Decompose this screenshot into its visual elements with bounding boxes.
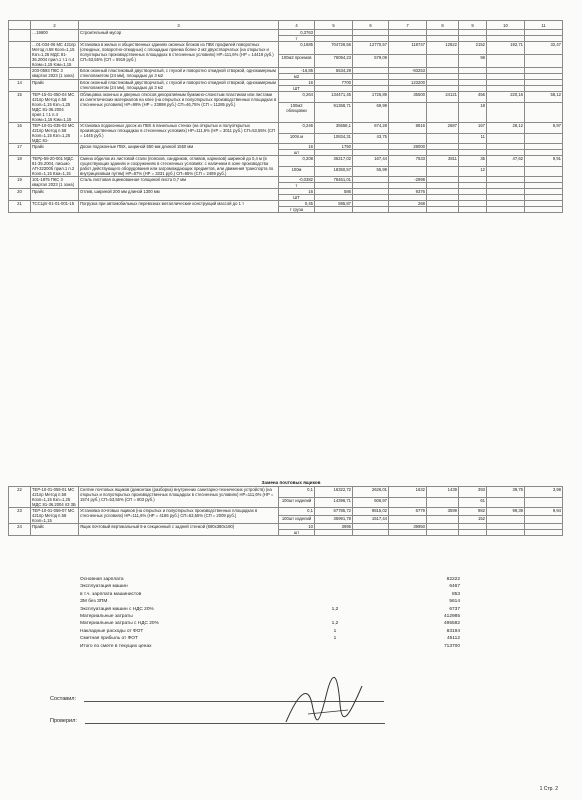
row-subvalue: [525, 207, 563, 213]
row-code: Прайс: [31, 80, 79, 92]
row-value: 167,44: [353, 156, 389, 167]
row-value: 0,246: [279, 123, 315, 134]
row-number: 18: [9, 156, 31, 177]
total-value: 5614: [449, 599, 460, 605]
row-number: 22: [9, 487, 31, 508]
row-value: 39950: [389, 524, 427, 530]
row-value: 35558,1: [315, 123, 353, 134]
total-value: 495582: [443, 621, 460, 627]
total-row: [80, 628, 460, 635]
row-value: 1439: [427, 487, 459, 498]
row-value: 5534,29: [315, 68, 353, 74]
row-value: 586: [315, 189, 353, 195]
row-value: 2626,01: [353, 487, 389, 498]
row-subvalue: 55,99: [353, 166, 389, 177]
row-subvalue: 18: [459, 102, 487, 122]
row-value: 16: [279, 189, 315, 195]
total-row: [80, 576, 460, 583]
row-value: 78461,01: [315, 177, 353, 183]
row-subvalue: [389, 166, 427, 177]
header-cell: 6: [353, 21, 389, 30]
header-cell: 5: [315, 21, 353, 30]
row-subvalue: [487, 530, 525, 536]
row-code: ТЕР-15-01-050-04 МС 421пр Метод п.58 Коэп=1,15 Кзп=1,25 МДС 81-36.2004 прил.1 т.1 п.4 Коэм=1,15 Кзм=1,15: [31, 92, 79, 123]
row-number: [9, 42, 31, 68]
row-value: 16: [279, 144, 315, 150]
total-row: [80, 643, 460, 650]
row-description: Строительный мусор: [79, 30, 279, 42]
row-description: Блок оконный пластиковый двустворчатый, с глухой и поворотно откидной створкой, однокамерным стеклопакетом (24 мм), площадью до 3 м2: [79, 68, 279, 80]
row-code: Прайс: [31, 189, 79, 201]
row-value: -16,85: [279, 68, 315, 74]
row-value: 0,1685: [279, 42, 315, 55]
total-value: 853: [451, 591, 460, 597]
row-subvalue: 579,09: [353, 55, 389, 68]
row-code: 203-0593 ПКС 3 квартал 2023 (1 зона): [31, 68, 79, 80]
total-row: [80, 591, 460, 598]
row-value: 9815,02: [353, 508, 389, 516]
row-subvalue: [427, 497, 459, 508]
total-coefficient: 1,2: [331, 621, 339, 627]
total-coefficient: [290, 576, 380, 583]
total-label: Сметная прибыль от ФОТ: [80, 636, 138, 642]
row-code: ТЕРр-58-20-001 МДС 81-35.2004, письмо АП-32300б прил.1 п.2 Коэп=1,15 Кзм=1,15: [31, 156, 79, 177]
table-row: [9, 487, 563, 498]
checked-label: Проверил:: [50, 718, 77, 724]
row-subvalue: [389, 55, 427, 68]
row-value: 36217,02: [315, 156, 353, 167]
row-subvalue: [389, 516, 427, 524]
row-value: 2152: [459, 42, 487, 55]
total-coefficient: [290, 643, 380, 650]
row-value: 3,98: [525, 487, 563, 498]
total-label: ЗМ без ЗПМ: [80, 599, 108, 605]
total-label: Эксплуатация машин: [80, 584, 128, 590]
row-value: 99,39: [487, 508, 525, 516]
header-cell: [9, 21, 31, 30]
total-label: Материальные затраты: [80, 614, 133, 620]
total-value: 412985: [443, 614, 460, 620]
total-row: [80, 598, 460, 605]
row-value: 268: [389, 201, 427, 207]
total-coefficient: [290, 591, 380, 598]
total-value: 83194: [446, 628, 460, 634]
row-subvalue: [459, 530, 487, 536]
row-subvalue: 12: [459, 166, 487, 177]
row-subvalue: [487, 497, 525, 508]
row-number: 20: [9, 189, 31, 201]
row-value: -93253: [389, 68, 427, 74]
row-value: 456: [459, 92, 487, 103]
row-description: Сталь листовая оцинкованная толщиной листа 0,7 мм: [79, 177, 279, 189]
row-subvalue: [525, 166, 563, 177]
row-value: 35: [459, 156, 487, 167]
row-number: 23: [9, 508, 31, 524]
row-subvalue: 18350,57: [315, 166, 353, 177]
row-code: Прайс: [31, 524, 79, 536]
row-subvalue: [427, 516, 459, 524]
row-number: 15: [9, 92, 31, 123]
row-subvalue: [427, 133, 459, 144]
row-subvalue: [459, 207, 487, 213]
row-subvalue: [487, 55, 525, 68]
row-number: 19: [9, 177, 31, 189]
row-subvalue: [389, 133, 427, 144]
header-row: [9, 21, 563, 30]
total-coefficient: 1: [333, 636, 337, 642]
row-subvalue: 11: [459, 133, 487, 144]
row-subvalue: [389, 207, 427, 213]
row-value: 47,62: [487, 156, 525, 167]
row-value: 0,1: [279, 487, 315, 498]
row-subvalue: 10834,31: [315, 133, 353, 144]
row-value: -2998: [389, 177, 427, 183]
row-value: 32,47: [525, 42, 563, 55]
row-code: ТССЦпг-01-01-001-15: [31, 201, 79, 213]
header-cell: 2: [31, 21, 79, 30]
total-row: [80, 613, 460, 620]
total-coefficient: [290, 583, 380, 590]
row-subvalue: 76094,23: [315, 55, 353, 68]
row-subvalue: [427, 55, 459, 68]
row-value: 220,16: [487, 92, 525, 103]
header-cell: 9: [459, 21, 487, 30]
row-subvalue: [315, 207, 353, 213]
row-subvalue: [315, 530, 353, 536]
checked-signature: [50, 718, 385, 724]
total-label: Материальные затраты с НДС 20%: [80, 621, 159, 627]
header-cell: 7: [389, 21, 427, 30]
header-cell: 4: [279, 21, 315, 30]
row-subvalue: [487, 516, 525, 524]
row-description: Облицовка оконных и дверных откосов декоративным бумажно-слоистым пластиком или листами из синтетических материалов на клее (на открытых и полуоткрытых производственных площадках в стесненных условиях) НР=99% (НР = 23898 руб.) СП=46,75% (СП = 11285 руб.): [79, 92, 279, 123]
row-value: 1750: [315, 144, 353, 150]
table-row: [9, 42, 563, 55]
row-value: 8816: [389, 123, 427, 134]
row-subvalue: 61: [459, 497, 487, 508]
row-subvalue: 100шт изделий: [279, 516, 315, 524]
row-subvalue: т: [279, 183, 315, 189]
row-value: 28000: [389, 144, 427, 150]
total-row: [80, 583, 460, 590]
total-label: Основная зарплата: [80, 577, 124, 582]
row-description: Блок оконный пластиковый двустворчатый, с глухой и поворотно откидной створкой, однокамерным стеклопакетом (24 мм), площадью до 3 м2: [79, 80, 279, 92]
row-description: Установка почтовых ящиков (на открытых и полуоткрытых производственных площадках в стесненных условиях) НР=111,6% (НР = 4186 руб.) СП=53,55% (СП = 2009 руб.): [79, 508, 279, 524]
row-subvalue: [487, 102, 525, 122]
total-row: [80, 620, 460, 627]
total-coefficient: [290, 598, 380, 605]
row-subvalue: [525, 497, 563, 508]
row-value: 0,45: [279, 201, 315, 207]
row-subvalue: [525, 55, 563, 68]
row-subvalue: 98: [459, 55, 487, 68]
row-number: 17: [9, 144, 31, 156]
row-value: 123200: [389, 80, 427, 86]
compiled-label: Составил:: [50, 696, 77, 702]
row-value: 7533: [389, 156, 427, 167]
row-number: [9, 30, 31, 42]
row-value: 6779: [389, 508, 427, 516]
row-subvalue: 35991,78: [315, 516, 353, 524]
row-value: -0,0382: [279, 177, 315, 183]
row-value: 16: [279, 80, 315, 86]
table-row: [9, 123, 563, 134]
row-subvalue: [525, 516, 563, 524]
total-coefficient: [290, 613, 380, 620]
row-subvalue: 100м2 облицовки: [279, 102, 315, 122]
row-value: 118747: [389, 42, 427, 55]
row-value: 2687: [427, 123, 459, 134]
row-value: 9376: [389, 189, 427, 195]
row-number: [9, 68, 31, 80]
total-value: 6467: [449, 584, 460, 590]
row-code: Прайс: [31, 144, 79, 156]
row-value: 0,3763: [279, 30, 315, 36]
total-coefficient: 1,2: [331, 606, 339, 612]
total-label: в т.ч. зарплата машинистов: [80, 591, 142, 597]
estimate-table: [8, 20, 563, 213]
row-subvalue: [353, 207, 389, 213]
row-value: 39,75: [487, 487, 525, 498]
row-subvalue: 152: [459, 516, 487, 524]
row-subvalue: 1517,44: [353, 516, 389, 524]
total-coefficient: 1: [333, 628, 337, 634]
row-description: Снятие почтовых ящиков (демонтаж (разборка) внутренних санитарно-технических устройств) (на открытых и полуоткрытых производственных площадках в стесненных условиях) НР=111,6% (НР = 1574 руб.) СП=53,55% (СП = 803 руб.): [79, 487, 279, 508]
row-value: 10: [279, 524, 315, 530]
row-number: 24: [9, 524, 31, 536]
row-value: 3599: [427, 508, 459, 516]
header-cell: 10: [487, 21, 525, 30]
row-value: 7700: [315, 80, 353, 86]
row-subvalue: [353, 530, 389, 536]
row-number: 14: [9, 80, 31, 92]
row-description: Установка подоконных досок из ПВХ в панельных стенах (на открытых и полуоткрытых производственных площадках в стесненных условиях) НР=111,6% (НР = 3011 руб.) СП=53,55% (СП = 1445 руб.): [79, 123, 279, 144]
row-subvalue: [427, 166, 459, 177]
row-code: 101-1875 ПКС 3 квартал 2023 (1 зона): [31, 177, 79, 189]
row-value: 0,264: [279, 92, 315, 103]
row-subvalue: 100м2 проемов: [279, 55, 315, 68]
row-value: 16322,72: [315, 487, 353, 498]
handwritten-signature: [278, 674, 368, 734]
table-row: [9, 92, 563, 103]
total-value: 713700: [443, 643, 460, 649]
row-value: 12822: [427, 42, 459, 55]
row-subvalue: шт: [279, 530, 315, 536]
row-subvalue: [389, 497, 427, 508]
section-title: Замена почтовых ящиков: [261, 480, 321, 485]
row-value: 0,1: [279, 508, 315, 516]
total-value: 6737: [449, 606, 460, 612]
row-value: 1726,89: [353, 92, 389, 103]
row-subvalue: 100шт изделий: [279, 497, 315, 508]
row-value: 9,94: [525, 508, 563, 516]
row-description: Отлив, шириной 200 мм длиной 1300 мм: [79, 189, 279, 201]
total-value: 45112: [447, 636, 460, 642]
row-subvalue: т груза: [279, 207, 315, 213]
row-value: 67785,72: [315, 508, 353, 516]
row-value: 28,12: [487, 123, 525, 134]
row-description: Смена обделок из листовой стали (поясков, сандриков, отливов, карнизов) шириной до 0,4 м (в существующих зданиях и сооружениях в стесненных условиях: с наличием в зоне производства работ действующего оборудования или загромождающих предметов, или движения транспорта по внутрицеховым путям) НР=87% (НР = 3331 руб.) СП=65% (СП = 2489 руб.): [79, 156, 279, 177]
row-value: 393: [459, 487, 487, 498]
row-number: 21: [9, 201, 31, 213]
total-label: Накладные расходы от ФОТ: [80, 628, 144, 634]
row-subvalue: [487, 133, 525, 144]
row-value: 704728,56: [315, 42, 353, 55]
row-subvalue: [427, 207, 459, 213]
row-subvalue: 100п.м: [279, 133, 315, 144]
row-value: 58,12: [525, 92, 563, 103]
row-subvalue: [427, 530, 459, 536]
row-subvalue: [487, 166, 525, 177]
row-description: Погрузка при автомобильных перевозках металлические конструкций массой до 1 т: [79, 201, 279, 213]
row-subvalue: [525, 133, 563, 144]
row-value: 0,208: [279, 156, 315, 167]
table-row: [9, 156, 563, 167]
total-row: [80, 606, 460, 613]
row-description: Установка в жилых и общественных зданиях оконных блоков из ПВХ профилей поворотных (откидных, поворотно-откидных) с площадью проема более 2 м2 двухстворчатых (на открытых и полуоткрытых производственных площадках в стесненных условиях) НР=111,6% (НР = 14419 руб.) СП=53,55% (СП = 5919 руб.): [79, 42, 279, 68]
header-cell: 3: [79, 21, 279, 30]
row-subvalue: [525, 530, 563, 536]
row-description: Доски подоконные ПВХ, шириной 550 мм длиной 1550 мм: [79, 144, 279, 156]
row-subvalue: ШТ: [279, 195, 315, 201]
row-code: …19600: [31, 30, 79, 42]
row-value: 3995: [315, 524, 353, 530]
row-subvalue: 100м: [279, 166, 315, 177]
row-subvalue: м2: [279, 74, 315, 80]
total-label: Итого по смете в текущих ценах: [80, 643, 152, 649]
row-value: 982: [459, 508, 487, 516]
header-cell: 11: [525, 21, 563, 30]
row-subvalue: [427, 102, 459, 122]
row-subvalue: [525, 102, 563, 122]
header-cell: 8: [427, 21, 459, 30]
total-label: Эксплуатация машин с НДС 20%: [80, 606, 154, 612]
row-subvalue: 606,97: [353, 497, 389, 508]
row-value: 3811: [427, 156, 459, 167]
row-value: 134471,45: [315, 92, 353, 103]
row-value: 6,97: [525, 123, 563, 134]
row-subvalue: [389, 102, 427, 122]
row-subvalue: 14396,71: [315, 497, 353, 508]
row-value: 35500: [389, 92, 427, 103]
row-subvalue: [389, 530, 427, 536]
checked-line: [85, 723, 385, 724]
row-subvalue: 69,99: [353, 102, 389, 122]
row-value: 167: [459, 123, 487, 134]
row-subvalue: 43,75: [353, 133, 389, 144]
row-value: 595,87: [315, 201, 353, 207]
row-value: 1632: [389, 487, 427, 498]
row-value: 192,71: [487, 42, 525, 55]
total-value: 82222: [446, 577, 460, 582]
row-value: 24121: [427, 92, 459, 103]
row-code: ТЕР-10-01-035-02 МС 421пр Метод п.58 Коэп=1,15 Кзп=1,25 МДС 81-: [31, 123, 79, 144]
row-subvalue: т: [279, 36, 315, 42]
row-subvalue: 91368,71: [315, 102, 353, 122]
page-number: 1 Стр. 2: [539, 786, 558, 792]
row-subvalue: [487, 207, 525, 213]
row-code: …01-034-06 МС 421пр Метод п.58 Коэп=1,15 Кзп=1,25 МДС 81-36.2004 прил.1 т.1 п.4 Коэм=1,15 Кзм=1,15: [31, 42, 79, 68]
row-value: 12770,57: [353, 42, 389, 55]
row-description: Ящик почтовый вертикальный 6-и секционный с задней стенкой (690х380х190): [79, 524, 279, 536]
row-code: ТЕР-10-01-059-07 МС 421пр Метод п.58 Коэп=1,15: [31, 508, 79, 524]
mailbox-table: [8, 486, 563, 536]
table-row: [9, 508, 563, 516]
totals-block: [80, 576, 460, 650]
row-value: 674,28: [353, 123, 389, 134]
row-code: ТЕР-10-01-059-01 МС 421пр Метод п.58 Коэп=1,15 Кзп=1,25 МДС 81-36.2004 п3 3Б: [31, 487, 79, 508]
row-number: 16: [9, 123, 31, 144]
row-value: 9,91: [525, 156, 563, 167]
total-row: [80, 635, 460, 642]
row-subvalue: ШТ: [279, 86, 315, 92]
row-subvalue: шт: [279, 150, 315, 156]
